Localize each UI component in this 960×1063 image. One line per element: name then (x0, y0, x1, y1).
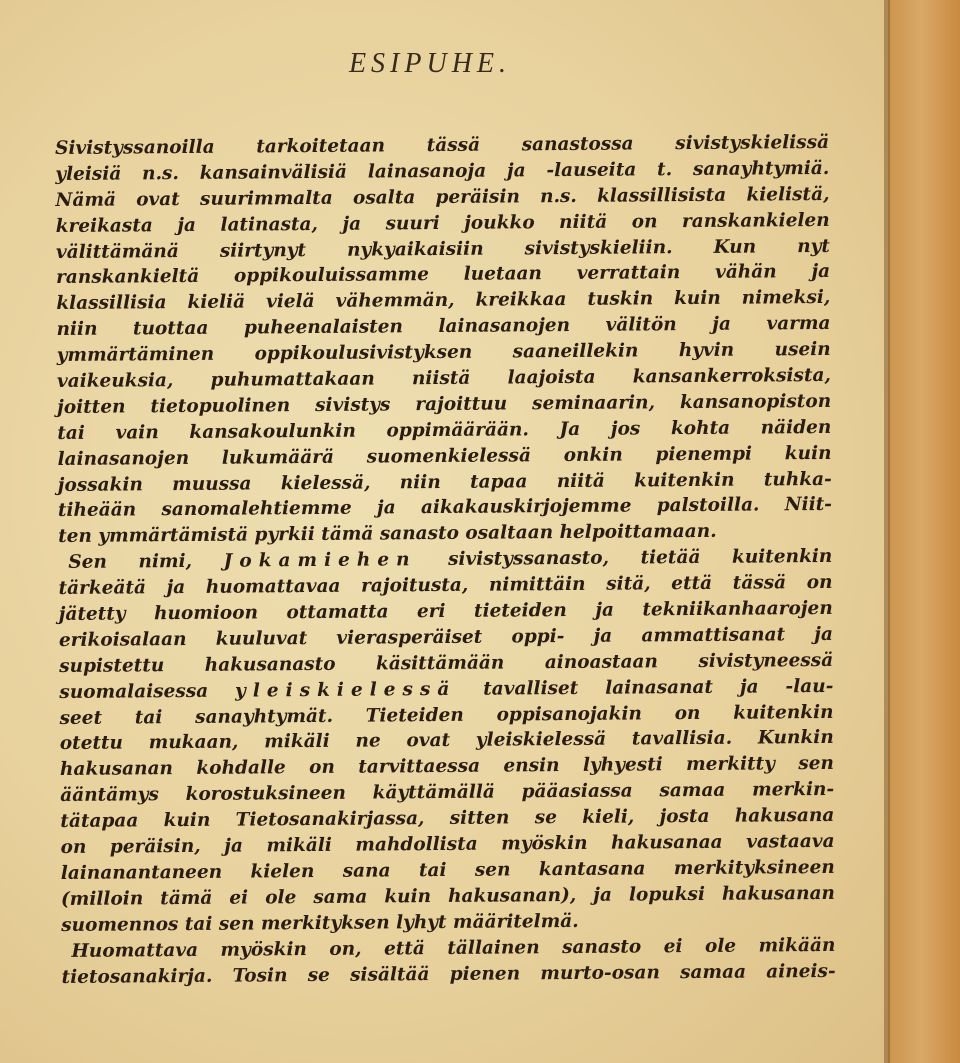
line-text: tavalliset lainasanat ja -lau- (456, 675, 834, 700)
spaced-emphasis: yleiskielessä (234, 678, 457, 702)
line-text: joitten tietopuolinen sivistys rajoittuu seminaarin, kansanopiston (57, 390, 832, 418)
line-text: Sen nimi, (68, 550, 224, 574)
line-text: suomalaisessa (59, 680, 236, 703)
line-text: supistettu hakusanasto käsittämään ainoastaan sivistyneessä (59, 649, 834, 677)
line-text: vaikeuksia, puhumattakaan niistä laajoista kansankerroksista, (56, 364, 831, 393)
spaced-emphasis: Jokamiehen (223, 549, 417, 572)
line-text: on peräisin, ja mikäli mahdollista myöskin hakusanaa vastaava (60, 830, 835, 859)
line-text: otettu mukaan, mikäli ne ovat yleiskielessä tavallisia. Kunkin (59, 727, 834, 755)
line-text: ranskankieltä oppikouluissamme luetaan verrattain vähän ja (56, 261, 831, 289)
page-edge (884, 0, 890, 1063)
line-text: niin tuottaa puheenalaisten lainasanojen välitön ja varma (56, 313, 831, 341)
line-text: tietosanakirja. Tosin se sisältää pienen murto-osan samaa aineis- (61, 960, 836, 988)
line-text: hakusanan kohdalle on tarvittaessa ensin lyhyesti merkitty sen (59, 753, 835, 781)
line-text: klassillisia kieliä vielä vähemmän, kreikkaa tuskin kuin nimeksi, (56, 287, 831, 315)
line-text: kreikasta ja latinasta, ja suuri joukko niitä on ranskankielen (55, 209, 830, 237)
line-text: tiheään sanomalehtiemme ja aikakauskirjojemme palstoilla. Niit- (57, 494, 833, 522)
line-text: Sivistyssanoilla tarkoitetaan tässä sanastossa sivistyskielissä (55, 131, 830, 159)
line-text: (milloin tämä ei ole sama kuin hakusanan), ja lopuksi hakusanan (60, 882, 836, 910)
line-text: Huomattava myöskin on, että tällainen sanasto ei ole mikään (71, 934, 836, 962)
line-text: tätapaa kuin Tietosanakirjassa, sitten se kieli, josta hakusana (60, 805, 835, 833)
line-text: yleisiä n.s. kansainvälisiä lainasanoja ja -lauseita t. sanayhtymiä. (55, 157, 830, 185)
line-text: ten ymmärtämistä pyrkii tämä sanasto osaltaan helpoittamaan. (58, 521, 717, 548)
page-title: ESIPUHE. (348, 48, 512, 79)
line-text: ääntämys korostuksineen käyttämällä pääasiassa samaa merkin- (60, 779, 835, 807)
line-text: suomennos tai sen merkityksen lyhyt määritelmä. (61, 910, 579, 936)
line-text: lainasanojen lukumäärä suomenkielessä onkin pienempi kuin (57, 442, 832, 470)
line-text: tai vain kansakoulunkin oppimäärään. Ja jos kohta näiden (57, 416, 832, 444)
line-text: erikoisalaan kuuluvat vierasperäiset oppi- ja ammattisanat ja (58, 623, 834, 651)
line-text: jossakin muussa kielessä, niin tapaa niitä kuitenkin tuhka- (57, 468, 832, 496)
line-text: tärkeätä ja huomattavaa rajoitusta, nimittäin sitä, että tässä on (58, 572, 833, 600)
line-text: lainanantaneen kielen sana tai sen kantasana merkityksineen (60, 856, 835, 884)
line-text: Nämä ovat suurimmalta osalta peräisin n.s. klassillisista kielistä, (55, 183, 830, 211)
line-text: jätetty huomioon ottamatta eri tieteiden ja tekniikanhaarojen (58, 597, 833, 626)
preface-text (55, 130, 836, 990)
line-text: sivistyssanasto, tietää kuitenkin (416, 546, 833, 571)
line-text: välittämänä siirtynyt nykyaikaisiin sivistyskieliin. Kun nyt (55, 235, 830, 263)
line-text: seet tai sanayhtymät. Tieteiden oppisanojakin on kuitenkin (59, 701, 834, 729)
line-text: ymmärtäminen oppikoulusivistyksen saaneillekin hyvin usein (56, 339, 831, 367)
